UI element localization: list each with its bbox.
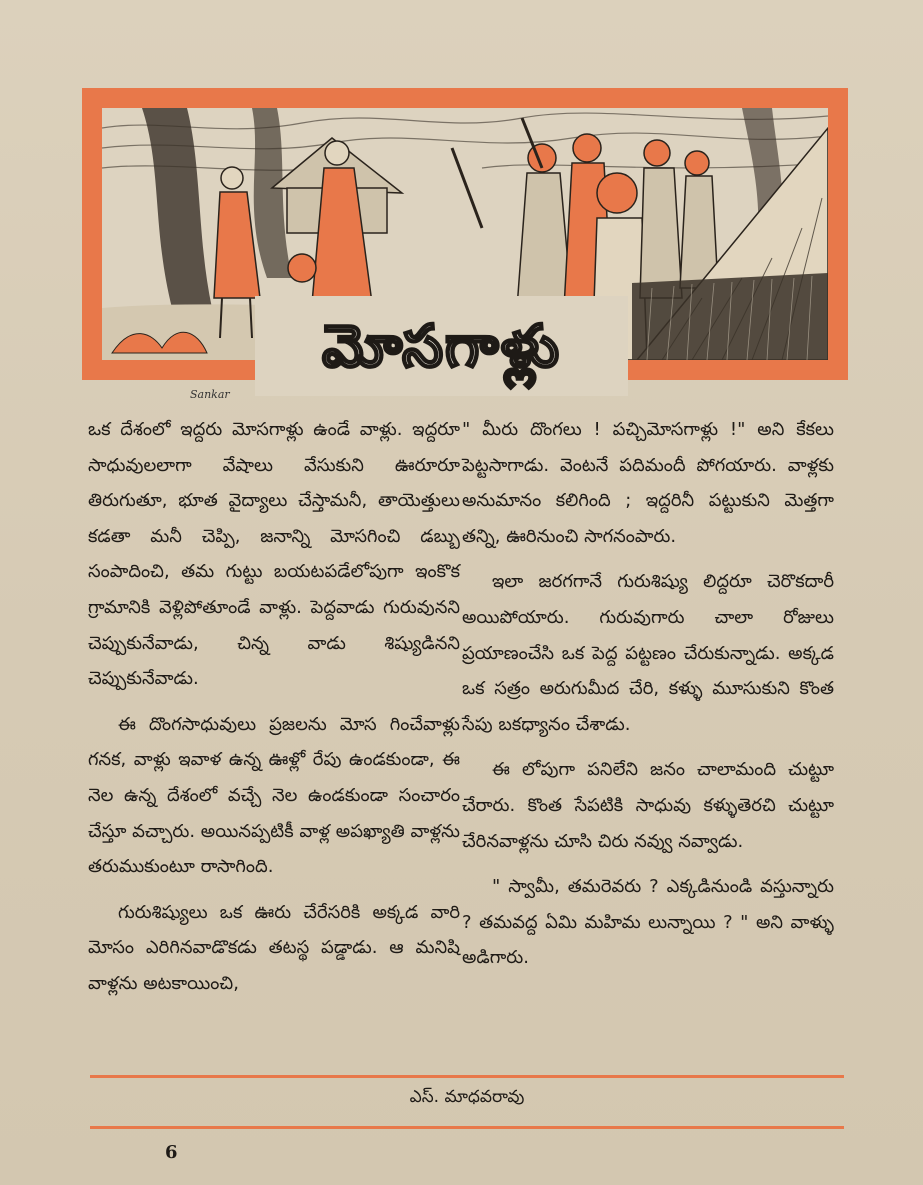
left-paragraph-1: ఒక దేశంలో ఇద్దరు మోసగాళ్లు ఉండే వాళ్లు. ఇద్దరూ సాధువులలాగా వేషాలు వేసుకుని ఊరూరూ తిరుగుతూ, భూత వైద్యాలు చేస్తామనీ, తాయెత్తులు కడతా మనీ చెప్పి, జనాన్ని మోసగించి డబ్బు సంపాదించి, తమ గుట్టు బయటపడేలోపుగా ఇంకొక గ్రామానికి వెళ్లిపోతూండే వాళ్లు. పెద్దవాడు గురువునని చెప్పుకునేవాడు, చిన్న వాడు శిష్యుడినని చెప్పుకునేవాడు. (88, 419, 460, 690)
illustrator-signature: Sankar (190, 388, 230, 401)
story-title: మోసగాళ్లు (322, 312, 561, 380)
right-paragraph-1: " మీరు దొంగలు ! పచ్చిమోసగాళ్లు !" అని కేకలు పెట్టసాగాడు. వెంటనే పదిమందీ పోగయారు. వాళ్లకు అనుమానం కలిగింది ; ఇద్దరినీ పట్టుకుని మెత్తగా తన్ని, ఊరినుంచి సాగనంపారు. (462, 419, 834, 547)
left-paragraph-2: ఈ దొంగసాధువులు ప్రజలను మోస గించేవాళ్లు గనక, వాళ్లు ఇవాళ ఉన్న ఊళ్లో రేపు ఉండకుండా, ఈ నెల ఉన్న దేశంలో వచ్చే నెల ఉండకుండా సంచారం చేస్తూ వచ్చారు. అయినప్పటికీ వాళ్ల అపఖ్యాతి వాళ్లను తరుముకుంటూ రాసాగింది. (88, 713, 460, 878)
page-number: 6 (165, 1142, 178, 1163)
right-column (462, 412, 834, 976)
left-paragraph-3: గురుశిష్యులు ఒక ఊరు చేరేసరికి అక్కడ వారి మోసం ఎరిగినవాడొకడు తటస్థ పడ్డాడు. ఆ మనిషి వాళ్లను అటకాయించి, (88, 901, 460, 994)
author-rule-top (90, 1075, 844, 1078)
right-paragraph-4: " స్వామీ, తమరెవరు ? ఎక్కడినుండి వస్తున్నారు ? తమవద్ద ఏమి మహిమ లున్నాయి ? " అని వాళ్ళు అడిగారు. (462, 876, 834, 969)
title-box (255, 296, 628, 396)
right-paragraph-3: ఈ లోపుగా పనిలేని జనం చాలామంది చుట్టూ చేరారు. కొంత సేపటికి సాధువు కళ్ళుతెరచి చుట్టూ చేరినవాళ్లను చూసి చిరు నవ్వు నవ్వాడు. (462, 759, 834, 852)
author-rule-bottom (90, 1126, 844, 1129)
right-paragraph-2: ఇలా జరగగానే గురుశిష్యు లిద్దరూ చెరొకదారీ అయిపోయారు. గురువుగారు చాలా రోజులు ప్రయాణంచేసి ఒక పెద్ద పట్టణం చేరుకున్నాడు. అక్కడ ఒక సత్రం అరుగుమీద చేరి, కళ్ళు మూసుకుని కొంత సేపు బకధ్యానం చేశాడు. (462, 571, 834, 735)
author-credit: ఎస్. మాధవరావు (409, 1087, 525, 1107)
left-column (88, 412, 460, 1002)
